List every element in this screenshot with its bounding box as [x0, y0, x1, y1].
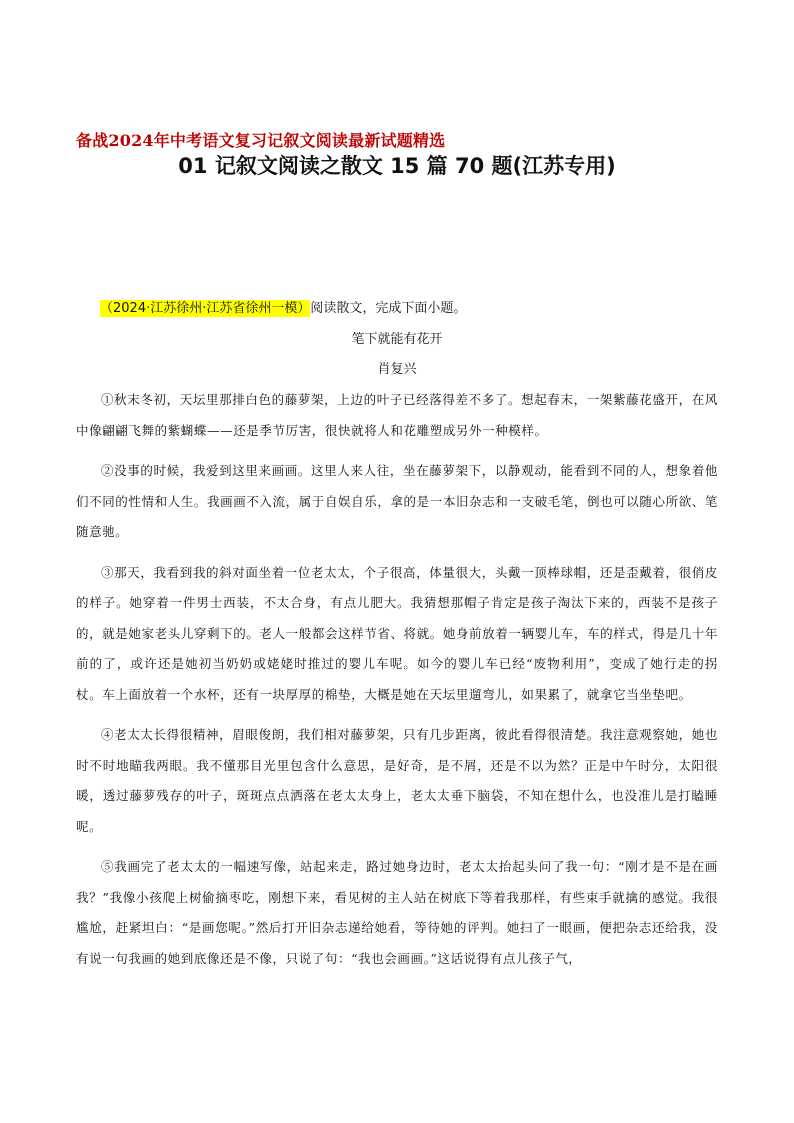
paragraph-4: ④老太太长得很精神，眉眼俊朗，我们相对藤萝架，只有几步距离，彼此看得很清楚。我注意观察她，她也时不时地瞄我两眼。我不懂那目光里包含什么意思，是好奇，是不屑，还是不以为然？正是中午时分，太阳很暖，透过藤萝残存的叶子，斑斑点点洒落在老太太身上，老太太垂下脑袋，不知在想什么，也没准儿是打瞌睡呢。: [76, 727, 718, 834]
paragraph-2: ②没事的时候，我爱到这里来画画。这里人来人往，坐在藤萝架下，以静观动，能看到不同的人，想象着他们不同的性情和人生。我画画不入流，属于自娱自乐，拿的是一本旧杂志和一支破毛笔，倒也可以随心所欲、笔随意驰。: [76, 463, 718, 539]
paragraph-1: ①秋末冬初，天坛里那排白色的藤萝架，上边的叶子已经落得差不多了。想起春末，一架紫藤花盛开，在风中像翩翩飞舞的紫蝴蝶——还是季节厉害，很快就将人和花雕塑成另外一种模样。: [76, 392, 718, 438]
paragraph-3: ③那天，我看到我的斜对面坐着一位老太太，个子很高，体量很大，头戴一顶棒球帽，还是歪戴着，很俏皮的样子。她穿着一件男士西装，不太合身，有点儿肥大。我猜想那帽子肯定是孩子淘汰下来的，西装不是孩子的，就是她家老头儿穿剩下的。老人一般都会这样节省、将就。她身前放着一辆婴儿车，车的样式，得是几十年前的了，或许还是她初当奶奶或姥姥时推过的婴儿车呢。如今的婴儿车已经“废物利用”，变成了她行走的拐杖。车上面放着一个水杯，还有一块厚厚的棉垫，大概是她在天坛里遛弯儿，如果累了，就拿它当坐垫吧。: [76, 564, 718, 702]
essay-author: 肖复兴: [377, 362, 417, 377]
question-prompt: [100, 297, 466, 316]
source-tag: （2024·江苏徐州·江苏省徐州一模）: [100, 301, 311, 316]
paragraph-5: ⑤我画完了老太太的一幅速写像，站起来走，路过她身边时，老太太抬起头问了我一句：“刚才是不是在画我？”我像小孩爬上树偷摘枣吃，刚想下来，看见树的主人站在树底下等着我那样，有些束手就擒的感觉。我很尴尬，赶紧坦白：“是画您呢。”然后打开旧杂志递给她看，等待她的评判。她扫了一眼画，便把杂志还给我，没有说一句我画的她到底像还是不像，只说了句：“我也会画画。”这话说得有点儿孩子气，: [76, 859, 718, 966]
essay-title: 笔下就能有花开: [351, 332, 443, 347]
main-title: 01 记叙文阅读之散文 15 篇 70 题(江苏专用): [178, 154, 616, 178]
essay-body: [76, 385, 718, 984]
question-instruction: 阅读散文，完成下面小题。: [310, 301, 467, 316]
series-title: 备战2024年中考语文复习记叙文阅读最新试题精选: [76, 131, 446, 150]
